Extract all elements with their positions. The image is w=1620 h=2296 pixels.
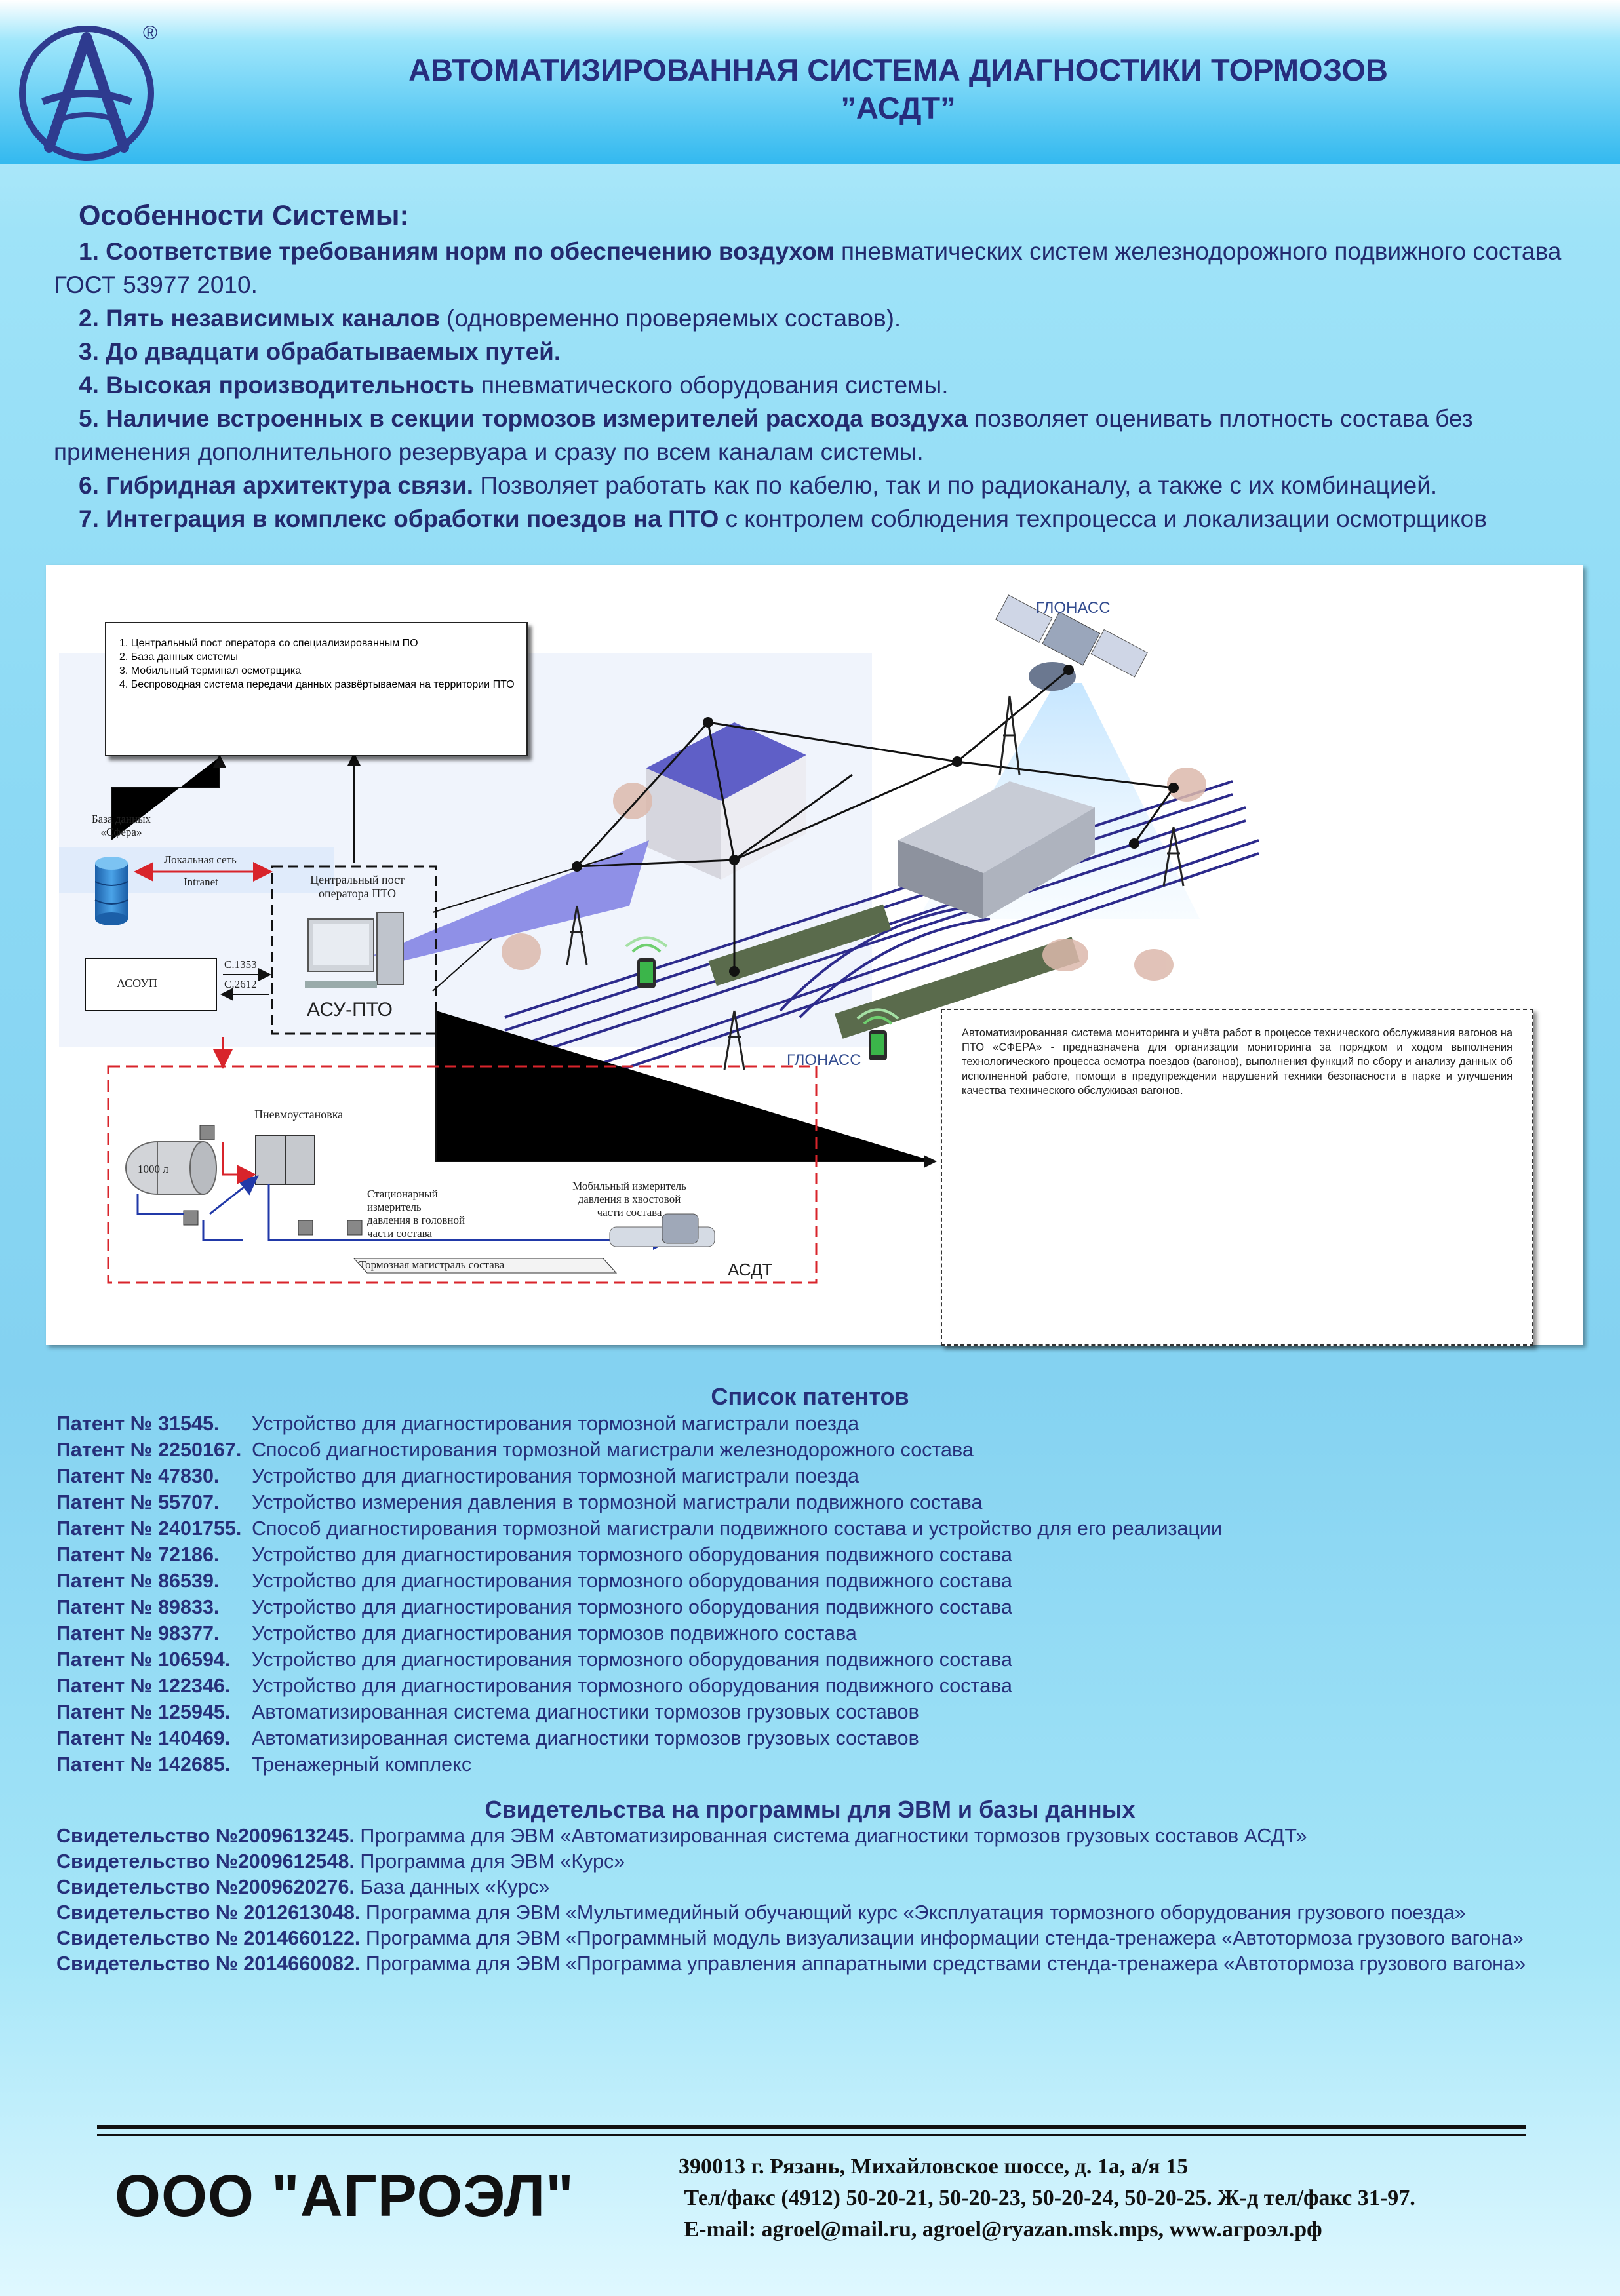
title-line-2: ”АСДТ” [840,90,956,125]
stationary-line: измеритель [367,1201,422,1213]
email-line: E-mail: agroel@mail.ru, agroel@ryazan.msk.mps, www.агроэл.рф [679,2217,1322,2242]
feature-item [54,302,1575,335]
patent-number: Патент № 122346. [56,1675,231,1697]
patent-number: Патент № 86539. [56,1570,220,1592]
feature-item [54,402,1575,469]
patent-number: Патент № 125945. [56,1701,231,1723]
central-post-label [292,873,423,901]
certificate-number: Свидетельство №2009613245. [56,1825,355,1847]
patent-text: Устройство для диагностирования тормозного оборудования подвижного состава [252,1596,1012,1618]
sfera-info-box [941,1009,1533,1346]
mobile-meter-line: давления в хвостовой [578,1193,681,1205]
patent-text: Способ диагностирования тормозной магистрали железнодорожного состава [252,1439,974,1461]
certificate-text: Программа для ЭВМ «Программный модуль визуализации информации стенда-тренажера «Автотормоза грузового вагона» [365,1927,1524,1949]
company-name: ООО "АГРОЭЛ" [115,2164,574,2229]
page-title [341,51,1455,127]
legend-item: 4. Беспроводная система передачи данных развёртываемая на территории ПТО [119,679,515,690]
company-logo [16,23,157,164]
feature-item [54,368,1575,402]
registered-mark: ® [143,22,158,44]
patent-row [56,1437,1620,1463]
feature-bold: 4. Высокая производительность [79,372,475,399]
legend-item: 2. База данных системы [119,652,239,663]
feature-text: пневматического оборудования системы. [474,372,949,399]
sfera-description: Автоматизированная система мониторинга и учёта работ в процессе технического обслуживания вагонов на ПТО «СФЕРА» - предназначена для организации мониторинга за порядком и ходом выполнения технологического процесса осмотра поездов (вагонов), выполнения функций по сбору и анализу данных об исполненной работе, помощи в предупреждении нарушений техники безопасности в парке и улучшения качества технического обслуживая вагонов. [962,1027,1512,1097]
feature-text: Позволяет работать как по кабелю, так и по радиоканалу, а также с их комбинацией. [473,472,1438,499]
patent-row [56,1620,1620,1646]
certificate-text: Программа для ЭВМ «Программа управления аппаратными средствами стенда-тренажера «Автотормоза грузового вагона» [365,1953,1526,1975]
feature-text: (одновременно проверяемых составов). [439,305,901,332]
patent-number: Патент № 2250167. [56,1439,242,1461]
patent-text: Устройство для диагностирования тормозного оборудования подвижного состава [252,1648,1012,1671]
stationary-line: давления в головной [367,1214,465,1226]
mobile-meter-label [551,1180,708,1219]
feature-item [54,235,1575,302]
patent-number: Патент № 47830. [56,1465,220,1487]
asdt-label: АСДТ [728,1260,773,1279]
patent-text: Устройство для диагностирования тормозного оборудования подвижного состава [252,1675,1012,1697]
database-label-line: База данных [91,813,151,825]
feature-text: позволяет оценивать плотность состава без применения дополнительного резервуара и сразу по всем каналам системы. [54,405,1473,465]
patent-text: Устройство для диагностирования тормозной магистрали поезда [252,1465,859,1487]
legend-item: 3. Мобильный терминал осмотрщика [119,665,302,676]
certificate-row [56,1926,1620,1951]
certificate-number: Свидетельство № 2012613048. [56,1901,361,1924]
feature-item [54,335,1575,368]
certificate-number: Свидетельство № 2014660082. [56,1953,361,1975]
patent-number: Патент № 31545. [56,1412,220,1435]
features-title: Особенности Системы: [79,200,409,231]
legend-box [105,622,528,756]
feature-item [54,502,1575,535]
patent-row [56,1673,1620,1699]
tank-label: 1000 л [138,1163,168,1175]
c1353-label: С.1353 [224,958,257,971]
c2612-label: С.2612 [224,978,257,990]
footer-divider [97,2125,1526,2129]
features-section [54,197,1575,535]
patent-text: Устройство измерения давления в тормозной магистрали подвижного состава [252,1491,983,1513]
patent-row [56,1542,1620,1568]
feature-text: с контролем соблюдения техпроцесса и локализации осмотрщиков [719,505,1487,532]
feature-text: пневматических систем железнодорожного подвижного состава ГОСТ 53977 2010. [54,238,1562,298]
certificate-number: Свидетельство №2009620276. [56,1876,355,1898]
patent-row [56,1646,1620,1673]
patent-text: Автоматизированная система диагностики тормозов грузовых составов [252,1701,919,1723]
central-post-line: Центральный пост [310,873,405,886]
patent-text: Устройство для диагностирования тормозного оборудования подвижного состава [252,1570,1012,1592]
title-line-1: АВТОМАТИЗИРОВАННАЯ СИСТЕМА ДИАГНОСТИКИ ТОРМОЗОВ [408,52,1388,87]
glonass-top-label: ГЛОНАСС [1036,599,1111,617]
patent-number: Патент № 98377. [56,1622,220,1644]
patent-row [56,1489,1620,1515]
patent-number: Патент № 140469. [56,1727,231,1749]
feature-bold: 1. Соответствие требованиям норм по обеспечению воздухом [79,238,835,265]
patent-row [56,1725,1620,1751]
feature-bold: 7. Интеграция в комплекс обработки поездов на ПТО [79,505,719,532]
patent-text: Способ диагностирования тормозной магистрали подвижного состава и устройство для его реализации [252,1517,1222,1540]
patent-row [56,1699,1620,1725]
certificate-number: Свидетельство № 2014660122. [56,1927,361,1949]
glonass-bottom-label: ГЛОНАСС [787,1051,861,1069]
certificate-number: Свидетельство №2009612548. [56,1850,355,1873]
patents-title: Список патентов [711,1383,909,1410]
mobile-meter-line: части состава [597,1206,662,1218]
patent-row [56,1515,1620,1542]
patent-number: Патент № 2401755. [56,1517,242,1540]
intranet-label: Intranet [184,876,218,888]
patent-number: Патент № 55707. [56,1491,220,1513]
contact-block [679,2151,1415,2246]
patent-row [56,1751,1620,1778]
certificate-row [56,1951,1620,1977]
patent-number: Патент № 72186. [56,1544,220,1566]
certificate-row [56,1900,1620,1926]
patent-number: Патент № 142685. [56,1753,231,1776]
system-diagram [46,565,1583,1345]
database-label-line: «Сфера» [100,826,142,838]
address-line: 390013 г. Рязань, Михайловское шоссе, д. 1а, а/я 15 [679,2154,1189,2179]
legend-item: 1. Центральный пост оператора со специализированным ПО [119,638,418,649]
certificate-row [56,1823,1620,1849]
patent-text: Устройство для диагностирования тормозов подвижного состава [252,1622,857,1644]
database-label [85,813,157,839]
database-icon [95,857,128,925]
certificate-text: База данных «Курс» [360,1876,550,1898]
asoup-label: АСОУП [117,977,157,990]
certificate-text: Программа для ЭВМ «Мультимедийный обучающий курс «Эксплуатация тормозного оборудования грузового поезда» [365,1901,1466,1924]
pneumo-label: Пневмоустановка [254,1108,344,1121]
stationary-meter-label [367,1188,465,1240]
patent-row [56,1568,1620,1594]
stationary-line: части состава [367,1227,432,1239]
lan-label: Локальная сеть [164,853,237,866]
feature-bold: 6. Гибридная архитектура связи. [79,472,474,499]
patent-text: Тренажерный комплекс [252,1753,472,1776]
asu-pto-label: АСУ-ПТО [307,999,393,1021]
phone-line: Тел/факс (4912) 50-20-21, 50-20-23, 50-20-24, 50-20-25. Ж-д тел/факс 31-97. [679,2186,1415,2210]
footer-divider-thin [97,2134,1526,2136]
brake-line-label: Тормозная магистраль состава [359,1258,505,1271]
stationary-line: Стационарный [367,1188,438,1200]
patent-number: Патент № 106594. [56,1648,231,1671]
patent-list [56,1411,1620,1778]
patent-number: Патент № 89833. [56,1596,220,1618]
certificate-row [56,1849,1620,1875]
central-post-line: оператора ПТО [318,887,397,900]
patent-text: Устройство для диагностирования тормозной магистрали поезда [252,1412,859,1435]
patent-text: Автоматизированная система диагностики тормозов грузовых составов [252,1727,919,1749]
feature-bold: 3. До двадцати обрабатываемых путей. [79,338,561,365]
certificates-title: Свидетельства на программы для ЭВМ и базы данных [484,1796,1136,1823]
patent-row [56,1594,1620,1620]
patent-row [56,1411,1620,1437]
certificate-list [56,1823,1620,1977]
patents-section [0,1383,1620,1977]
patent-row [56,1463,1620,1489]
feature-bold: 5. Наличие встроенных в секции тормозов измерителей расхода воздуха [79,405,968,432]
certificate-text: Программа для ЭВМ «Курс» [360,1850,625,1873]
feature-item [54,469,1575,502]
patent-text: Устройство для диагностирования тормозного оборудования подвижного состава [252,1544,1012,1566]
certificate-text: Программа для ЭВМ «Автоматизированная система диагностики тормозов грузовых составов АСДТ» [360,1825,1307,1847]
mobile-meter-line: Мобильный измеритель [572,1180,686,1192]
feature-bold: 2. Пять независимых каналов [79,305,440,332]
certificate-row [56,1875,1620,1900]
